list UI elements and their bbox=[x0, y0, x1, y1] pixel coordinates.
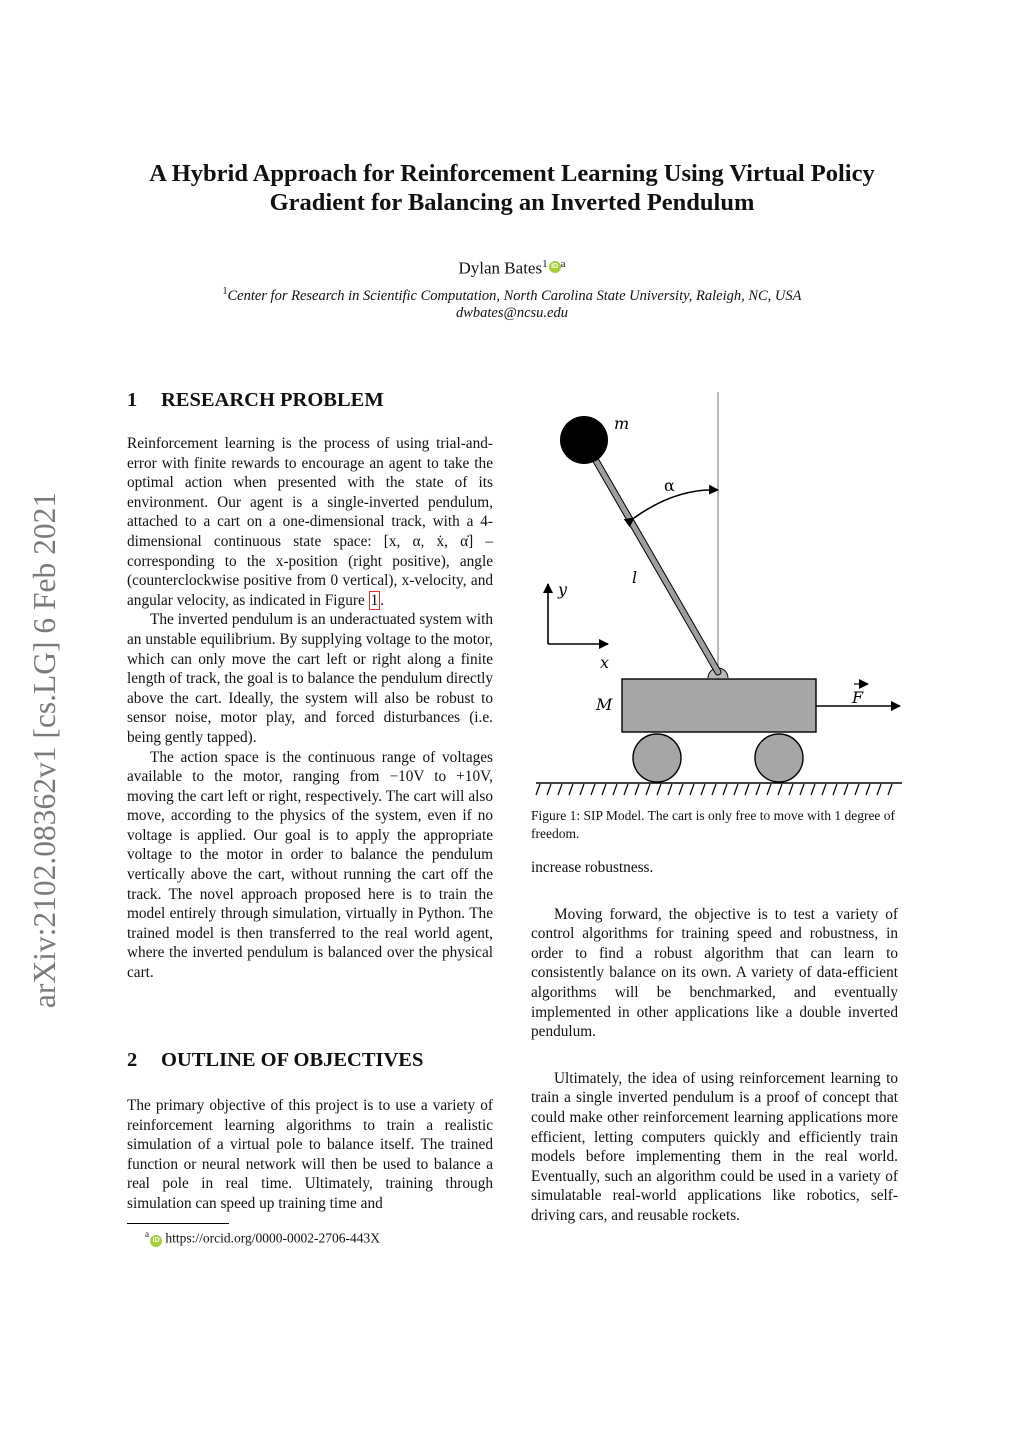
figure-caption: Figure 1: SIP Model. The cart is only free to move with 1 degree of freedom. bbox=[531, 808, 896, 841]
cart-body bbox=[622, 679, 816, 732]
section-title: OUTLINE OF OBJECTIVES bbox=[161, 1049, 424, 1071]
force-label: F bbox=[852, 688, 864, 707]
author-line bbox=[0, 258, 1024, 279]
author-orcid-mark: a bbox=[560, 258, 566, 270]
orcid-icon[interactable]: iD bbox=[150, 1235, 162, 1247]
footnote-mark: a bbox=[145, 1229, 149, 1239]
author-affil-mark: 1 bbox=[542, 258, 548, 270]
pendulum-rod bbox=[584, 440, 718, 672]
angle-label: α bbox=[664, 476, 675, 495]
section1-body bbox=[127, 434, 493, 983]
sip-model-figure bbox=[530, 388, 910, 798]
footnote bbox=[145, 1229, 380, 1247]
affiliation bbox=[0, 286, 1024, 305]
footnote-rule bbox=[127, 1223, 229, 1224]
figure-reference-link[interactable]: 1 bbox=[370, 591, 379, 609]
paragraph: The inverted pendulum is an underactuated system with an unstable equilibrium. By supplying voltage to the motor, which can only move the cart left or right along a finite length of track, the goal is to balance the pendulum directly above the cart. Ideally, the system will also be robust to sensor noise, motor play, and forced disturbances (i.e. being gently tapped). bbox=[127, 611, 493, 746]
cart-wheel-right bbox=[755, 734, 803, 782]
orcid-icon[interactable]: iD bbox=[549, 261, 561, 273]
paragraph: Ultimately, the idea of using reinforcement learning to train a single inverted pendulum is a proof of concept that could make other reinforcement learning applications more efficient, letting computers quickly and efficiently train models before implementing them in the real world. Eventually, such an algorithm could be used in a variety of simulatable real-world applications like robotics, self-driving cars, and reusable rockets. bbox=[531, 1069, 898, 1224]
author-name: Dylan Bates bbox=[458, 258, 543, 278]
affiliation-text: Center for Research in Scientific Computation, North Carolina State University, Raleigh, NC, USA bbox=[227, 287, 802, 304]
section2-body bbox=[127, 1096, 493, 1214]
cart-wheel-left bbox=[633, 734, 681, 782]
paragraph bbox=[127, 434, 493, 610]
section-heading-1 bbox=[127, 389, 384, 412]
cart-mass-label: M bbox=[596, 695, 613, 714]
section-title: RESEARCH PROBLEM bbox=[161, 389, 384, 411]
ground-hatching bbox=[536, 784, 892, 795]
section2-body-continued bbox=[531, 858, 898, 1226]
paragraph-text: . bbox=[380, 591, 385, 609]
y-axis-label: y bbox=[558, 580, 568, 599]
section-number: 2 bbox=[127, 1049, 138, 1071]
mass-label: m bbox=[614, 414, 630, 433]
paragraph: The primary objective of this project is to use a variety of reinforcement learning algorithms to train a realistic simulation of a virtual pole to balance itself. The trained function or neural network will then be used to balance a real pole in real time. Ultimately, training through simulation can speed up training time and bbox=[127, 1097, 493, 1212]
paragraph: increase robustness. bbox=[531, 859, 654, 876]
section-heading-2 bbox=[127, 1049, 423, 1072]
paper-title: A Hybrid Approach for Reinforcement Learning Using Virtual Policy Gradient for Balancing an Inverted Pendulum bbox=[149, 160, 875, 216]
length-label: l bbox=[632, 568, 638, 587]
paragraph: The action space is the continuous range of voltages available to the motor, ranging from −10V to +10V, moving the cart left or right, respectively. The cart will also move, according to the physics of the system, even if no voltage is applied. Our goal is to apply the appropriate voltage to the motor in order to balance the pendulum vertically above the cart, without running the cart off the track. The novel approach proposed here is to train the model entirely through simulation, virtually in Python. The trained model is then transferred to the real world agent, where the inverted pendulum is balanced over the physical cart. bbox=[127, 748, 493, 982]
x-axis-label: x bbox=[600, 653, 610, 672]
angle-arrow bbox=[634, 490, 718, 518]
orcid-url-link[interactable]: https://orcid.org/0000-0002-2706-443X bbox=[165, 1230, 380, 1246]
affiliation-mark: 1 bbox=[222, 286, 228, 297]
arxiv-side-label: arXiv:2102.08362v1 [cs.LG] 6 Feb 2021 bbox=[27, 491, 62, 1009]
paragraph: Moving forward, the objective is to test a variety of control algorithms for training speed and robustness, in order to find a robust algorithm that can learn to consistently balance on its own. A variety of data-efficient algorithms will be benchmarked, and eventually implemented in other applications like a double inverted pendulum. bbox=[531, 905, 898, 1041]
section-number: 1 bbox=[127, 389, 138, 411]
pendulum-mass bbox=[560, 416, 608, 464]
paragraph-text: Reinforcement learning is the process of using trial-and-error with finite rewards to encourage an agent to take the optimal action when presented with the state of its environment. Our agent is a single-inverted pendulum, attached to a cart on a one-dimensional track, with a 4-dimensional continuous state space: [x, α, ẋ, α̇] – corresponding to the x-position (right positive), angle (counterclockwise positive from 0 vertical), x-velocity, and angular velocity, as indicated in Figure bbox=[127, 435, 493, 609]
author-email: dwbates@ncsu.edu bbox=[455, 305, 568, 321]
